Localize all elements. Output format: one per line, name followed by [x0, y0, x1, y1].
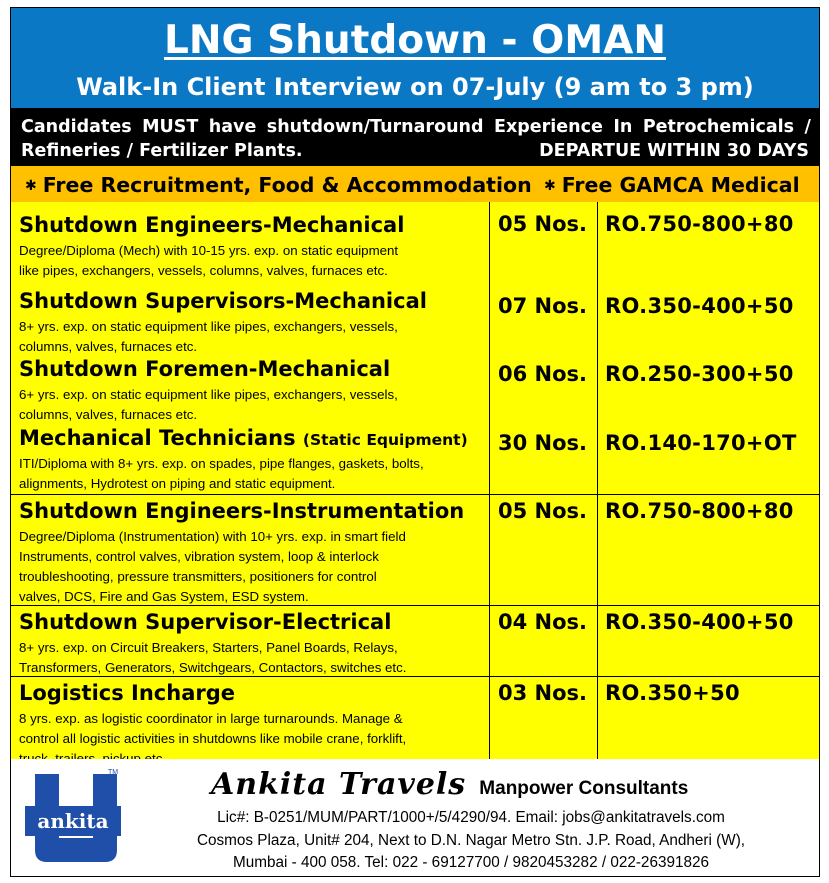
address-line: Cosmos Plaza, Unit# 204, Next to D.N. Nagar Metro Stn. J.P. Road, Andheri (W),: [196, 832, 746, 849]
benefit-text: Free GAMCA Medical: [561, 173, 800, 197]
job-advert: [10, 7, 820, 877]
table-row: [19, 288, 489, 357]
req-word: In: [613, 117, 633, 137]
table-row: [19, 609, 489, 678]
table-row: [19, 356, 489, 425]
job-title: Shutdown Foremen-Mechanical: [19, 357, 391, 381]
job-salary: RO.350+50: [605, 681, 740, 705]
job-title: Shutdown Supervisor-Electrical: [19, 610, 392, 634]
job-title: Mechanical Technicians (Static Equipment): [19, 426, 468, 450]
logo-text: ankita: [37, 809, 109, 833]
req-word: MUST: [142, 117, 199, 137]
req-word: Petrochemicals: [642, 117, 795, 137]
company-name: Ankita Travels: [211, 767, 467, 802]
job-count: 04 Nos.: [498, 610, 588, 634]
job-description: Degree/Diploma (Mech) with 10-15 yrs. exp. on static equipment like pipes, exchangers, vessels, columns, valves, furnaces etc.: [19, 243, 399, 278]
job-salary: RO.350-400+50: [605, 610, 794, 634]
job-description: ITI/Diploma with 8+ yrs. exp. on spades, pipe flanges, gaskets, bolts, alignments, Hydrotest on piping and static equipment.: [19, 456, 424, 491]
job-title: Shutdown Engineers-Mechanical: [19, 213, 405, 237]
company-tagline: Manpower Consultants: [479, 778, 689, 799]
req-word: Candidates: [21, 117, 132, 137]
requirement-band: [11, 108, 819, 166]
job-salary: RO.750-800+80: [605, 212, 794, 236]
page-title: LNG Shutdown - OMAN: [164, 18, 666, 63]
table-row: [19, 680, 489, 769]
job-description: 8 yrs. exp. as logistic coordinator in large turnarounds. Manage & control all logistic activities in shutdowns like mobile crane, forklift,: [19, 711, 407, 746]
requirement-line-2: Refineries / Fertilizer Plants.: [21, 141, 303, 161]
benefit-recruitment: [25, 172, 532, 201]
header-banner: [11, 8, 819, 108]
requirement-line-1: [21, 116, 811, 138]
job-count: 05 Nos.: [498, 499, 588, 523]
req-word: have: [208, 117, 257, 137]
job-count: 07 Nos.: [498, 294, 588, 318]
job-title: Logistics Incharge: [19, 681, 235, 705]
table-row: [19, 498, 489, 607]
license-email-line: Lic#: B-0251/MUM/PART/1000+/5/4290/94. Email: jobs@ankitatravels.com: [217, 809, 725, 826]
job-description: 6+ yrs. exp. on static equipment like pipes, exchangers, vessels, columns, valves, furnaces etc.: [19, 387, 398, 422]
asterisk-icon: ✱: [25, 178, 37, 194]
job-salary: RO.750-800+80: [605, 499, 794, 523]
company-header: [211, 767, 688, 802]
ankita-logo: [23, 764, 123, 867]
footer: [11, 759, 819, 876]
job-count: 06 Nos.: [498, 362, 588, 386]
job-title: Shutdown Engineers-Instrumentation: [19, 499, 465, 523]
column-divider: [597, 202, 598, 759]
departure-notice: DEPARTUE WITHIN 30 DAYS: [539, 141, 809, 161]
trademark-mark: TM: [107, 769, 119, 776]
job-salary: RO.350-400+50: [605, 294, 794, 318]
job-count: 03 Nos.: [498, 681, 588, 705]
job-title: Shutdown Supervisors-Mechanical: [19, 289, 427, 313]
req-word: Experience: [494, 117, 603, 137]
job-description: Degree/Diploma (Instrumentation) with 10+ yrs. exp. in smart field Instruments, control valves, vibration system, loop & interlock troubleshooting, pressure transmitters, positioners for control valves, DCS, Fire and Gas System, ESD system.: [19, 529, 406, 604]
table-row: [19, 425, 489, 494]
job-salary: RO.250-300+50: [605, 362, 794, 386]
interview-subtitle: Walk-In Client Interview on 07-July (9 am to 3 pm): [76, 73, 754, 101]
job-description: 8+ yrs. exp. on static equipment like pipes, exchangers, vessels, columns, valves, furnaces etc.: [19, 319, 398, 354]
req-word: /: [804, 117, 811, 137]
table-row: [19, 212, 489, 281]
benefit-text: Free Recruitment, Food & Accommodation: [42, 173, 532, 197]
phone-line: Mumbai - 400 058. Tel: 022 - 69127700 / 9820453282 / 022-26391826: [233, 854, 709, 871]
req-word: shutdown/Turnaround: [266, 117, 484, 137]
asterisk-icon: ✱: [544, 178, 556, 194]
benefits-band: [11, 166, 819, 203]
job-salary: RO.140-170+OT: [605, 431, 797, 455]
column-divider: [489, 202, 490, 759]
job-count: 30 Nos.: [498, 431, 588, 455]
benefit-medical: [544, 172, 800, 201]
jobs-table: [11, 202, 819, 759]
job-description: 8+ yrs. exp. on Circuit Breakers, Starters, Panel Boards, Relays, Transformers, Generators, Switchgears, Contactors, switches etc.: [19, 640, 407, 675]
job-count: 05 Nos.: [498, 212, 588, 236]
